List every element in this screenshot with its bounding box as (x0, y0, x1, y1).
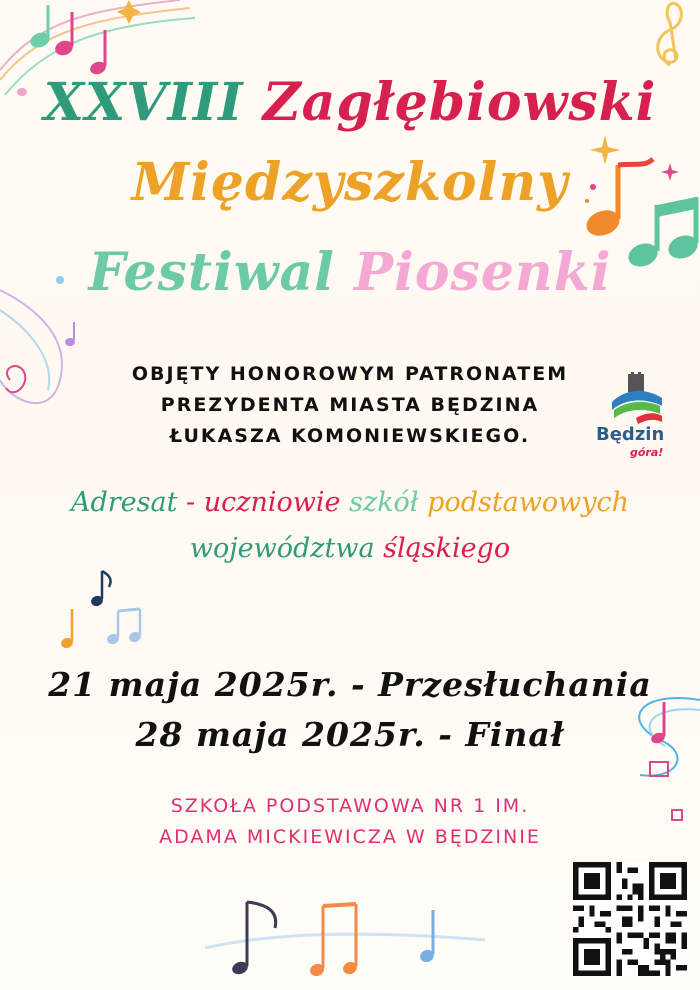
title-song: Piosenki (354, 242, 612, 303)
title-line-2: Międzyszkolny (131, 152, 569, 213)
date-auditions: 21 maja 2025r. - Przesłuchania (48, 665, 652, 704)
date-final: 28 maja 2025r. - Finał (135, 715, 565, 754)
patronage-line-1: OBJĘTY HONOROWYM PATRONATEM (131, 363, 569, 385)
audience-word-3: uczniowie (203, 487, 341, 518)
city-logo-slogan: góra! (630, 446, 664, 459)
title-festival: Festiwal (88, 242, 335, 303)
title-edition: XXVIII (43, 72, 244, 133)
title-line-3 (0, 242, 700, 303)
patronage-line-2: PREZYDENTA MIASTA BĘDZINA (160, 394, 540, 416)
audience-line-1 (0, 487, 700, 518)
city-logo (596, 372, 676, 462)
qr-code-icon (573, 862, 687, 976)
city-logo-mark (606, 372, 666, 424)
audience-word-4: szkół (349, 487, 419, 518)
decor-notes-middle (55, 565, 155, 655)
title-region: Zagłębiowski (262, 72, 657, 133)
city-logo-name: Będzin (596, 424, 665, 445)
title-line-1 (0, 72, 700, 133)
audience-dash: - (186, 487, 196, 518)
audience-word-5: podstawowych (427, 487, 630, 518)
venue-line-2: ADAMA MICKIEWICZA W BĘDZINIE (159, 826, 541, 848)
venue-line-1: SZKOŁA PODSTAWOWA NR 1 IM. (170, 795, 530, 817)
audience-line-2 (0, 533, 700, 564)
audience-word-7: śląskiego (383, 533, 511, 564)
decor-notes-bottom (205, 890, 485, 990)
treble-clef-icon (640, 0, 700, 70)
audience-word-6: województwa (189, 533, 375, 564)
audience-word-1: Adresat (70, 487, 178, 518)
patronage-line-3: ŁUKASZA KOMONIEWSKIEGO. (169, 425, 531, 447)
